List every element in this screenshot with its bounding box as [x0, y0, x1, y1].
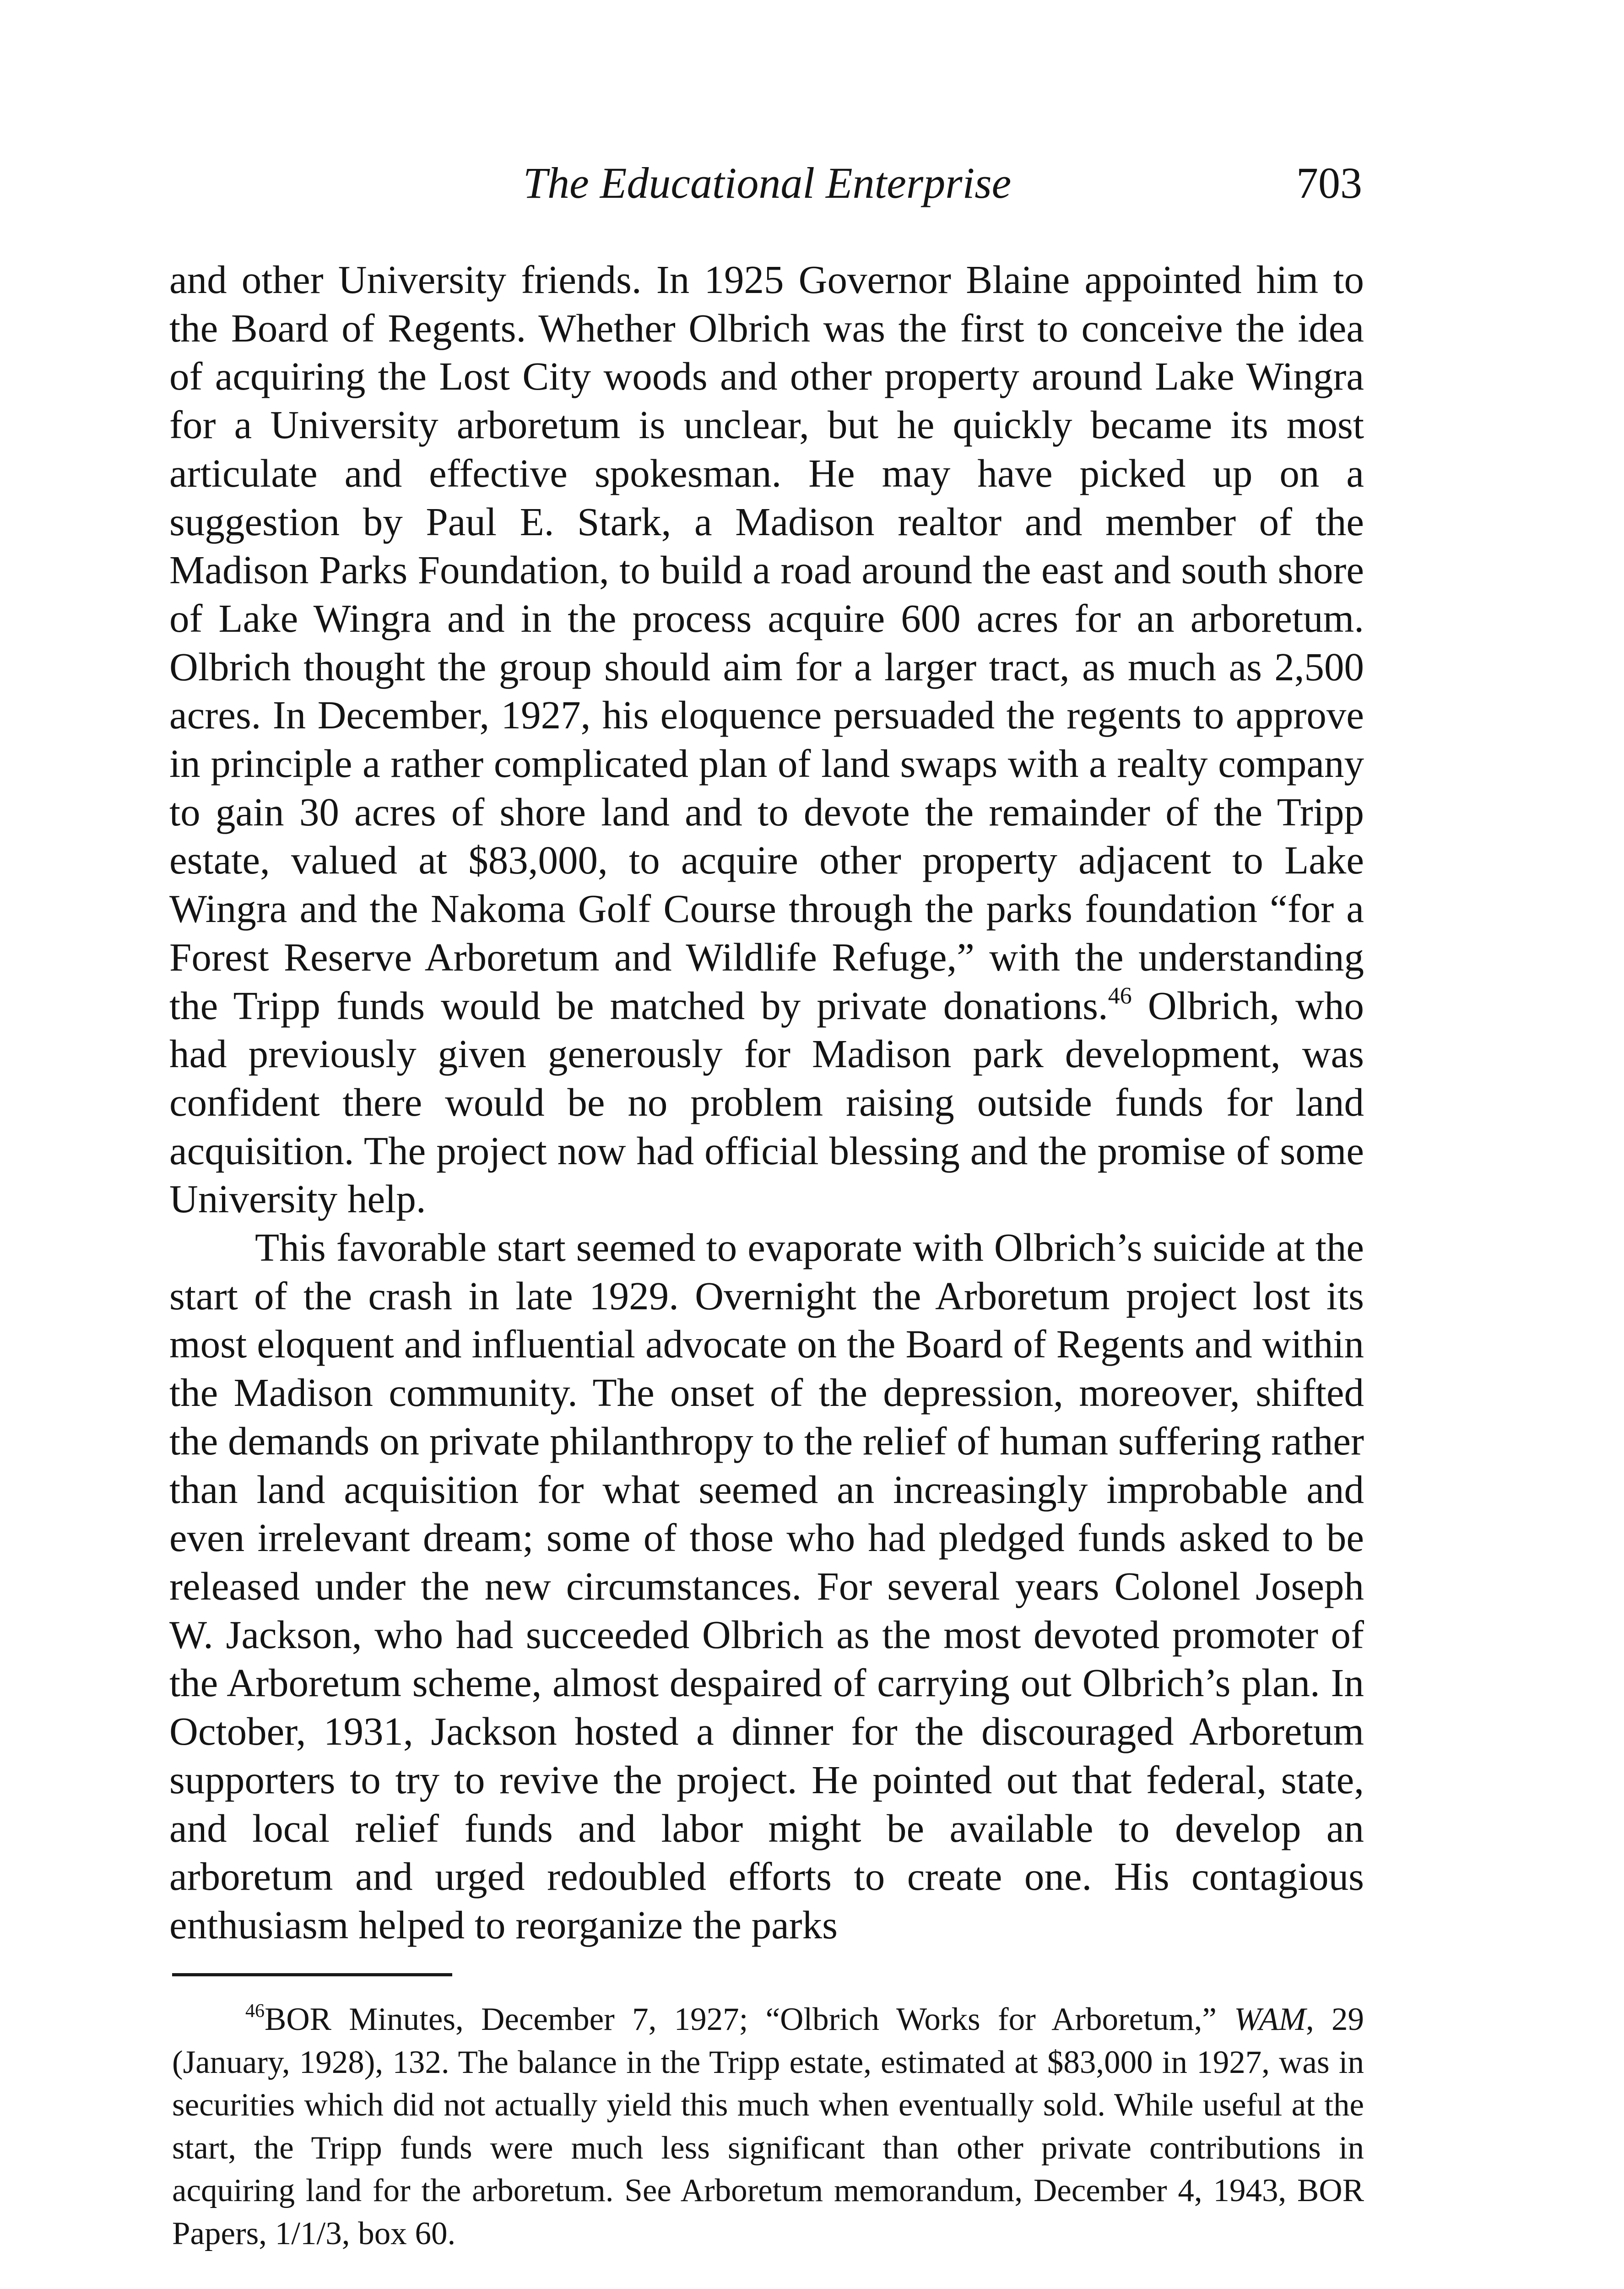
footnote-cite-title: WAM — [1234, 2002, 1306, 2037]
footnote-text-continuation: , 29 (January, 1928), 132. The balance in the Tripp estate, estimated at $83,000 in 1927, was in securities which did not actually yield this much when eventually sold. While useful at the start, the Tripp funds were much less significant than other private contributions in acquiring land for the arboretum. See Arboretum memorandum, December 4, 1943, BOR Papers, 1/1/3, box 60. — [172, 2002, 1364, 2251]
footnote-marker: 46 — [245, 2001, 265, 2022]
footnotes — [172, 1998, 1364, 2255]
footnote-text: BOR Minutes, December 7, 1927; “Olbrich Works for Arboretum,” — [265, 2002, 1234, 2037]
footnote-46 — [172, 1998, 1364, 2255]
paragraph-1-text: and other University friends. In 1925 Governor Blaine appointed him to the Board of Regents. Whether Olbrich was the first to conceive the idea of acquiring the Lost City woods and other property around Lake Wingra for a University arboretum is unclear, but he quickly became its most articulate and effective spokesman. He may have picked up on a suggestion by Paul E. Stark, a Madison realtor and member of the Madison Parks Foundation, to build a road around the east and south shore of Lake Wingra and in the process acquire 600 acres for an arboretum. Olbrich thought the group should aim for a larger tract, as much as 2,500 acres. In December, 1927, his eloquence persuaded the regents to approve in principle a rather complicated plan of land swaps with a realty company to gain 30 acres of shore land and to devote the remainder of the Tripp estate, valued at $83,000, to acquire other property adjacent to Lake Wingra and the Nakoma Golf Course through the parks foundation “for a Forest Reserve Arboretum and Wildlife Refuge,” with the understanding the Tripp funds would be matched by private donations. — [169, 257, 1364, 1028]
paragraph-1-continuation: Olbrich, who had previously given generously for Madison park development, was confident there would be no problem raising outside funds for land acquisition. The project now had official blessing and the promise of some University help. — [169, 983, 1364, 1221]
footnote-reference: 46 — [1108, 982, 1132, 1009]
paragraph-2: This favorable start seemed to evaporate with Olbrich’s suicide at the start of the crash in late 1929. Overnight the Arboretum project lost its most eloquent and influential advocate on the Board of Regents and within the Madison community. The onset of the depression, moreover, shifted the demands on private philanthropy to the relief of human suffering rather than land acquisition for what seemed an increasingly improbable and even irrelevant dream; some of those who had pledged funds asked to be released under the new circumstances. For several years Colonel Joseph W. Jackson, who had succeeded Olbrich as the most devoted promoter of the Arboretum scheme, almost despaired of carrying out Olbrich’s plan. In October, 1931, Jackson hosted a dinner for the discouraged Arboretum supporters to try to revive the project. He pointed out that federal, state, and local relief funds and labor might be available to develop an arboretum and urged redoubled efforts to create one. His contagious enthusiasm helped to reorganize the parks — [169, 1225, 1364, 1947]
running-title: The Educational Enterprise — [523, 158, 1012, 207]
page-number: 703 — [1296, 158, 1362, 207]
running-head — [172, 156, 1362, 211]
body-text — [169, 255, 1364, 1949]
footnote-divider — [172, 1973, 452, 1976]
paragraph-1 — [169, 255, 1364, 1223]
